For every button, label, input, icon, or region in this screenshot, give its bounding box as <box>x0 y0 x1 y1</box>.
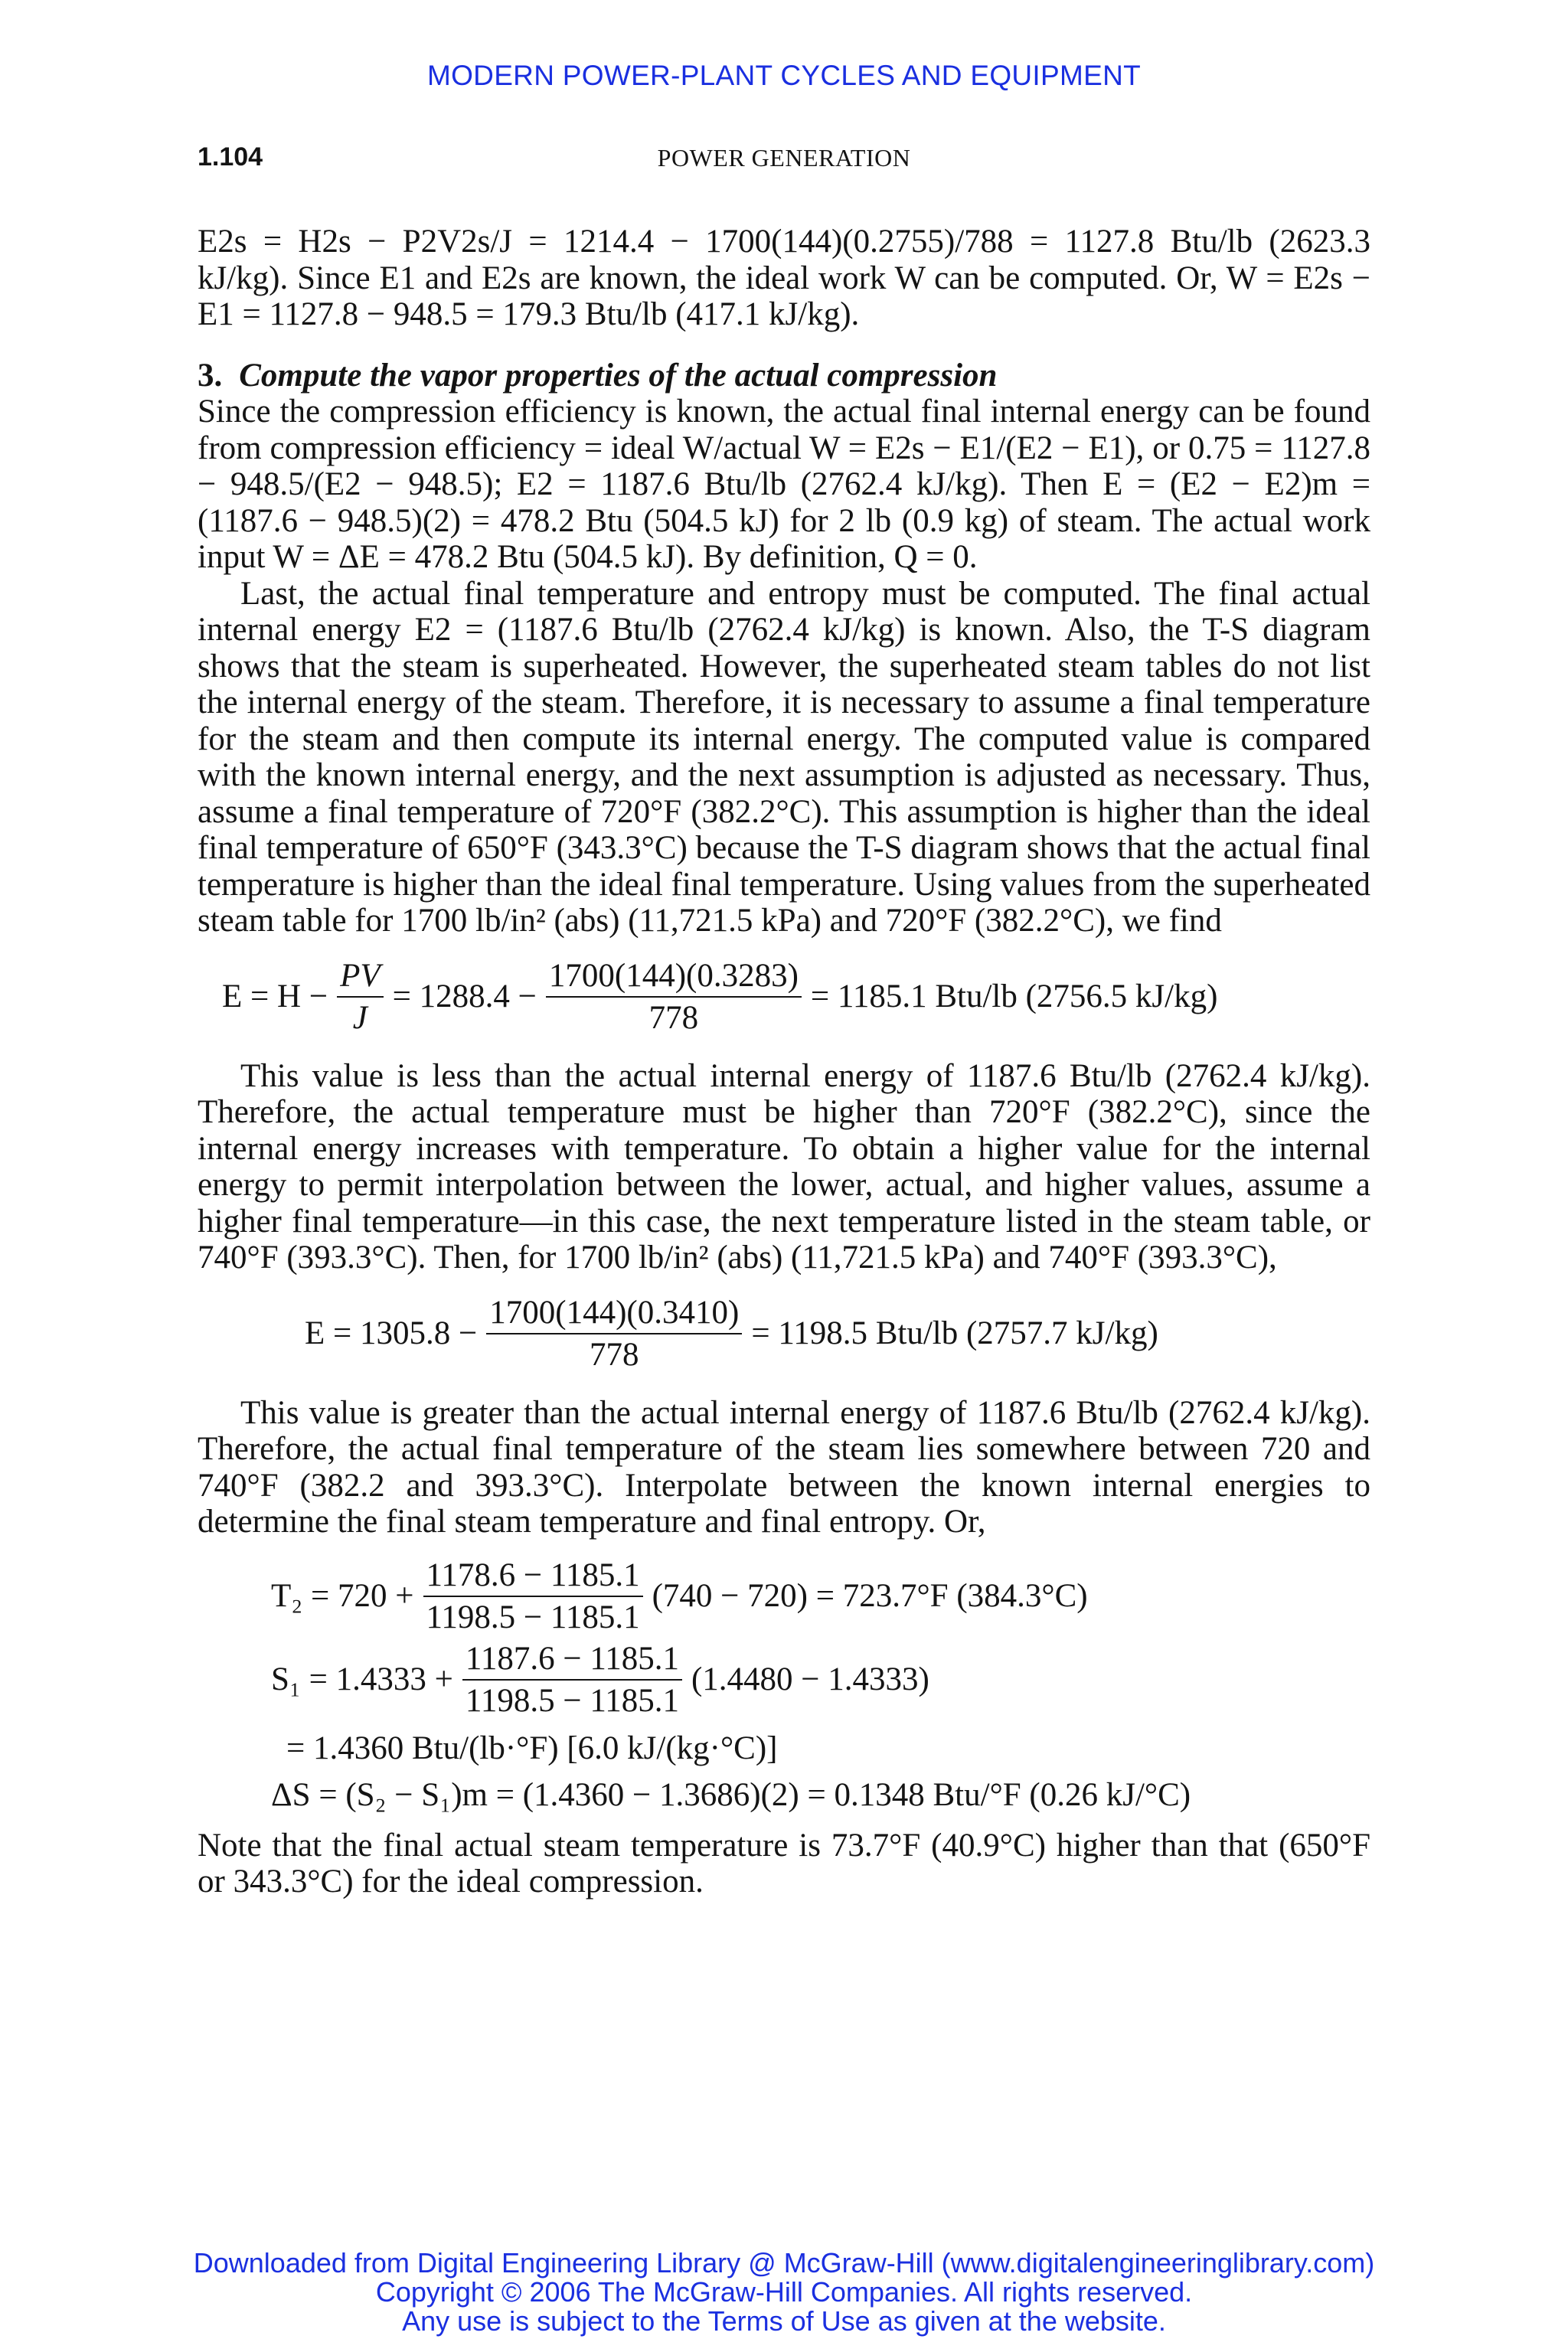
paragraph-less-than-actual: This value is less than the actual internal energy of 1187.6 Btu/lb (2762.4 kJ/kg). Therefore, the actual temperature must be higher than 720°F (382.2°C), since the internal energy increases with temperature. To obtain a higher value for the internal energy to permit interpolation between the lower, actual, and higher values, assume a higher final temperature—in this case, the next temperature listed in the steam table, or 740°F (393.3°C). Then, for 1700 lb/in² (abs) (11,721.5 kPa) and 740°F (393.3°C), <box>198 1057 1370 1276</box>
equation-internal-energy-720 <box>222 958 1370 1037</box>
footer-copyright-line: Copyright © 2006 The McGraw-Hill Companies. All rights reserved. <box>375 2276 1193 2308</box>
footer-download-line[interactable]: Downloaded from Digital Engineering Library @ McGraw-Hill (www.digitalengineeringlibrary.com) <box>193 2247 1375 2278</box>
section-heading <box>198 358 1370 394</box>
eq3-rhs: (740 − 720) = 723.7°F (384.3°C) <box>652 1578 1088 1615</box>
eq4-fraction <box>462 1641 682 1720</box>
eq3-lhs: T₂ = 720 + <box>271 1578 414 1615</box>
eq1-frac2-denominator: 778 <box>648 1000 699 1036</box>
equation-delta-s: ΔS = (S₂ − S₁)m = (1.4360 − 1.3686)(2) = 0.1348 Btu/°F (0.26 kJ/°C) <box>271 1777 1191 1813</box>
equation-t2 <box>271 1557 1370 1636</box>
equation-s1-result: = 1.4360 Btu/(lb·°F) [6.0 kJ/(kg·°C)] <box>286 1730 778 1766</box>
page-body <box>198 224 1370 1900</box>
footer-terms-line: Any use is subject to the Terms of Use as given at the website. <box>402 2305 1166 2337</box>
eq4-lhs: S₁ = 1.4333 + <box>271 1661 453 1698</box>
section-number: 3. <box>198 357 223 394</box>
equation-internal-energy-740 <box>305 1295 1370 1374</box>
paragraph-note: Note that the final actual steam temperature is 73.7°F (40.9°C) higher than that (650°F or 343.3°C) for the ideal compression. <box>198 1827 1370 1900</box>
paragraph-greater-than-actual: This value is greater than the actual internal energy of 1187.6 Btu/lb (2762.4 kJ/kg). Therefore, the actual final temperature of the steam lies somewhere between 720 and 740°F (382.2 and 393.3°C). Interpolate between the known internal energies to determine the final steam temperature and final entropy. Or, <box>198 1394 1370 1540</box>
eq2-fraction <box>486 1295 742 1374</box>
eq2-rhs: = 1198.5 Btu/lb (2757.7 kJ/kg) <box>751 1315 1158 1352</box>
interpolation-equations <box>271 1557 1370 1814</box>
eq1-fraction-main <box>546 958 802 1037</box>
eq3-numerator: 1178.6 − 1185.1 <box>423 1557 643 1598</box>
eq4-denominator: 1198.5 − 1185.1 <box>465 1683 679 1719</box>
eq1-lhs: E = H − <box>222 978 328 1015</box>
eq1-frac1-numerator: PV <box>337 958 384 998</box>
equation-s1 <box>271 1641 1370 1720</box>
eq4-numerator: 1187.6 − 1185.1 <box>462 1641 682 1681</box>
paragraph-actual-compression: Since the compression efficiency is known, the actual final internal energy can be found from compression efficiency = ideal W/actual W = E2s − E1/(E2 − E1), or 0.75 = 1127.8 − 948.5/(E2 − 948.5); E2 = 1187.6 Btu/lb (2762.4 kJ/kg). Then E = (E2 − E2)m = (1187.6 − 948.5)(2) = 478.2 Btu (504.5 kJ) for 2 lb (0.9 kg) of steam. The actual work input W = ΔE = 478.2 Btu (504.5 kJ). By definition, Q = 0. <box>198 394 1370 575</box>
eq2-denominator: 778 <box>590 1337 639 1373</box>
running-head-title: POWER GENERATION <box>657 144 911 172</box>
paragraph-ideal-work: E2s = H2s − P2V2s/J = 1214.4 − 1700(144)(0.2755)/788 = 1127.8 Btu/lb (2623.3 kJ/kg). Since E1 and E2s are known, the ideal work W can be computed. Or, W = E2s − E1 = 1127.8 − 948.5 = 179.3 Btu/lb (417.1 kJ/kg). <box>198 224 1370 332</box>
eq4-rhs: (1.4480 − 1.4333) <box>691 1661 929 1698</box>
copyright-footer <box>0 2249 1568 2336</box>
section-title: Compute the vapor properties of the actual compression <box>239 357 998 394</box>
eq3-denominator: 1198.5 − 1185.1 <box>426 1599 640 1635</box>
eq1-frac2-numerator: 1700(144)(0.3283) <box>546 958 802 998</box>
eq1-frac1-denominator: J <box>352 1000 368 1036</box>
eq2-lhs: E = 1305.8 − <box>305 1315 478 1352</box>
paragraph-final-temperature: Last, the actual final temperature and entropy must be computed. The final actual internal energy E2 = (1187.6 Btu/lb (2762.4 kJ/kg) is known. Also, the T-S diagram shows that the steam is superheated. However, the superheated steam tables do not list the internal energy of the steam. Therefore, it is necessary to assume a final temperature for the steam and then compute its internal energy. The computed value is compared with the known internal energy, and the next assumption is adjusted as necessary. Thus, assume a final temperature of 720°F (382.2°C). This assumption is higher than the ideal final temperature of 650°F (343.3°C) because the T-S diagram shows that the actual final temperature is higher than the ideal final temperature. Using values from the superheated steam table for 1700 lb/in² (abs) (11,721.5 kPa) and 720°F (382.2°C), we find <box>198 575 1370 939</box>
eq1-middle: = 1288.4 − <box>392 978 537 1015</box>
eq2-numerator: 1700(144)(0.3410) <box>486 1295 742 1335</box>
eq3-fraction <box>423 1557 643 1636</box>
eq1-fraction-pv-j <box>337 958 384 1037</box>
eq1-rhs: = 1185.1 Btu/lb (2756.5 kJ/kg) <box>810 978 1218 1015</box>
page-number: 1.104 <box>198 142 263 172</box>
running-head <box>198 142 1370 181</box>
book-banner-title: MODERN POWER-PLANT CYCLES AND EQUIPMENT <box>426 60 1142 91</box>
